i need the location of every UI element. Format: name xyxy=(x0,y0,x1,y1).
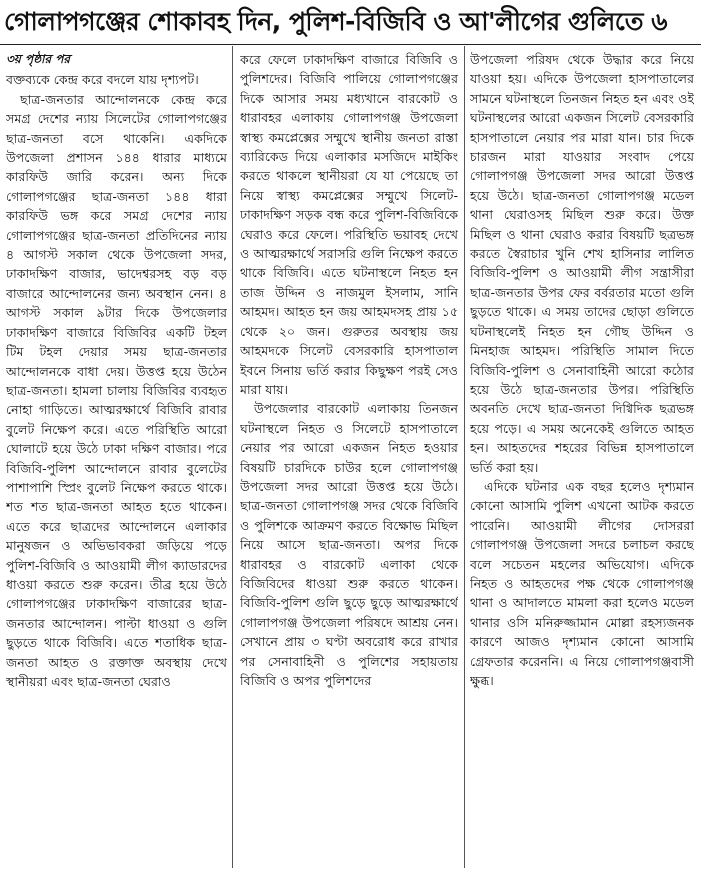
paragraph: উপজেলা পরিষদ থেকে উদ্ধার করে নিয়ে যাওয়া হয়। এদিকে উপজেলা হাসপাতালের সামনে ঘটনাস্থলে তিনজন নিহত হন এবং ওই ঘটনাস্থলের আরো একজন সিলেট বেসরকারি হাসপাতালে নেয়ার পর মারা যান। চার দিকে চারজন মারা যাওয়ার সংবাদ পেয়ে গোলাপগঞ্জ উপজেলা সদর আরো উত্তপ্ত হয়ে উঠে। ছাত্র-জনতা গোলাপগঞ্জ মডেল থানা ঘেরাওসহ মিছিল শুরু করে। উক্ত মিছিল ও থানা ঘেরাও করার বিষয়টি ছত্রভঙ্গ করতে স্বৈরাচার খুনি শেখ হাসিনার লালিত বিজিবি-পুলিশ ও আওয়ামী লীগ সন্ত্রাসীরা ছাত্র-জনতার উপর ফের বর্বরতার মতো গুলি ছুড়তে থাকে। এ সময় তাদের ছোড়া গুলিতে ঘটনাস্থলেই নিহত হন গৌছ উদ্দিন ও মিনহাজ আহমদ। পরিস্থিতি সামাল দিতে বিজিবি-পুলিশ ও সেনাবাহিনী আরো কঠোর হয়ে উঠে ছাত্র-জনতার উপর। পরিস্থিতি অবনতি দেখে ছাত্র-জনতা দিগ্বিদিক ছত্রভঙ্গ হয়ে পড়ে। এ সময় অনেকেই গুলিতে আহত হন। আহতদের শহরের বিভিন্ন হাসপাতালে ভর্তি করা হয়। xyxy=(470,52,694,475)
headline-rule xyxy=(0,44,701,45)
article-column-3 xyxy=(470,50,694,865)
headline: গোলাপগঞ্জের শোকাবহ দিন, পুলিশ-বিজিবি ও আ'লীগের গুলিতে ৬ xyxy=(4,7,668,36)
article-column-2 xyxy=(240,50,458,865)
paragraph: করে ফেলে ঢাকাদক্ষিণ বাজারে বিজিবি ও পুলিশদের। বিজিবি পালিয়ে গোলাপগঞ্জের দিকে আসার সময় মধ্যখানে বারকোট ও ধারাবহর এলাকায় গোলাপগঞ্জ উপজেলা স্বাস্থ্য কমপ্লেক্সের সম্মুখে স্থানীয় জনতা রাস্তা ব্যারিকেড দিয়ে এলাকার মসজিদে মাইকিং করতে থাকলে স্থানীয়রা যে যা পেয়েছে তা নিয়ে স্বাস্থ্য কমপ্লেক্সের সম্মুখে সিলেট-ঢাকাদক্ষিণ সড়ক বন্ধ করে পুলিশ-বিজিবিকে ঘেরাও করে ফেলে। পরিস্থিতি ভয়াবহ দেখে ও আত্মরক্ষার্থে সরাসরি গুলি নিক্ষেপ করতে থাকে বিজিবি। এতে ঘটনাস্থলে নিহত হন তাজ উদ্দিন ও নাজমুল ইসলাম, সানি আহমদ। আহত হন জয় আহমদসহ প্রায় ১৫ থেকে ২০ জন। গুরুতর অবস্থায় জয় আহমদকে সিলেট বেসরকারি হাসপাতাল ইবনে সিনায় ভর্তি করার কিছুক্ষণ পরই সেও মারা যায়। xyxy=(240,52,458,397)
article-column-1 xyxy=(6,50,227,865)
paragraph: এদিকে ঘটনার এক বছর হলেও দৃশ্যমান কোনো আসামি পুলিশ এখনো আটক করতে পারেনি। আওয়ামী লীগের দোসররা গোলাপগঞ্জ উপজেলা সদরে চলাচল করছে বলে সচেতন মহলের অভিযোগ। এদিকে নিহত ও আহতদের পক্ষ থেকে গোলাপগঞ্জ থানা ও আদালতে মামলা করা হলেও মডেল থানার ওসি মনিরুজ্জামান মোল্লা রহস্যজনক কারণে আজও দৃশ্যমান কোনো আসামি গ্রেফতার করেননি। এ নিয়ে গোলাপগঞ্জবাসী ক্ষুব্ধ। xyxy=(470,478,694,688)
paragraph: উপজেলার বারকোট এলাকায় তিনজন ঘটনাস্থলে নিহত ও সিলেটে হাসপাতালে নেয়ার পর আরো একজন নিহত হওয়ার বিষয়টি চারদিকে চাউর হলে গোলাপগঞ্জ উপজেলা সদর আরো উত্তপ্ত হয়ে উঠে। ছাত্র-জনতা গোলাপগঞ্জ সদর থেকে বিজিবি ও পুলিশকে আক্রমণ করতে বিক্ষোভ মিছিল নিয়ে আসে ছাত্র-জনতা। অপর দিকে ধারাবহর ও বারকোট এলাকা থেকে বিজিবিদের ধাওয়া শুরু করতে থাকেন। বিজিবি-পুলিশ গুলি ছুড়ে ছুড়ে আত্মরক্ষার্থে গোলাপগঞ্জ উপজেলা পরিষদে আশ্রয় নেন। সেখানে প্রায় ৩ ঘণ্টা অবরোধ করে রাখার পর সেনাবাহিনী ও পুলিশের সহায়তায় বিজিবি ও অপর পুলিশদের xyxy=(240,401,458,688)
paragraph: বক্তব্যকে কেন্দ্র করে বদলে যায় দৃশ্যপট। xyxy=(6,72,199,88)
continuation-label: ৩য় পৃষ্ঠার পর xyxy=(6,52,71,66)
column-separator xyxy=(232,46,233,868)
paragraph: ছাত্র-জনতার আন্দোলনকে কেন্দ্র করে সমগ্র দেশের ন্যায় সিলেটের গোলাপগঞ্জের ছাত্র-জনতা বসে থাকেনি। একদিকে উপজেলা প্রশাসন ১৪৪ ধারার মাধ্যমে কারফিউ জারি করেন। অন্য দিকে গোলাপগঞ্জের ছাত্র-জনতা ১৪৪ ধারা কারফিউ ভঙ্গ করে সমগ্র দেশের ন্যায় গোলাপগঞ্জের ছাত্র-জনতা প্রতিদিনের ন্যায় ৪ আগস্ট সকাল থেকে উপজেলা সদর, ঢাকাদক্ষিণ বাজার, ভাদেশ্বরসহ বড় বড় বাজারে আন্দোলনের জন্য অবস্থান নেন। ৪ আগস্ট সকাল ৯টার দিকে উপজেলার ঢাকাদক্ষিণ বাজারে বিজিবির একটি টহল টিম টহল দেয়ার সময় ছাত্র-জনতার আন্দোলনকে বাধা দেয়। উত্তপ্ত হয়ে উঠেন ছাত্র-জনতা। হামলা চালায় বিজিবির ব্যবহৃত নোহা গাড়িতে। আত্মরক্ষার্থে বিজিবি রাবার বুলেট নিক্ষেপ করে। এতে পরিস্থিতি আরো ঘোলাটে হয়ে উঠে ঢাকা দক্ষিণ বাজার। পরে বিজিবি-পুলিশ আন্দোলনে রাবার বুলেটের পাশাপাশি স্প্রিং বুলেট নিক্ষেপ করতে থাকে। শত শত ছাত্র-জনতা আহত হতে থাকেন। এতে করে ছাত্রদের আন্দোলনে এলাকার মানুষজন ও অভিভাবকরা জড়িয়ে পড়ে পুলিশ-বিজিবি ও আওয়ামী লীগ ক্যাডারদের ধাওয়া করতে শুরু করেন। তীব্র হয়ে উঠে গোলাপগঞ্জের ঢাকাদক্ষিণ বাজারের ছাত্র-জনতার আন্দোলন। পাল্টা ধাওয়া ও গুলি ছুড়তে থাকে বিজিবি। এতে শতাধিক ছাত্র-জনতা আহত ও রক্তাক্ত অবস্থায় দেখে স্থানীয়রা এবং ছাত্র-জনতা ঘেরাও xyxy=(6,91,227,689)
column-separator xyxy=(464,46,465,868)
